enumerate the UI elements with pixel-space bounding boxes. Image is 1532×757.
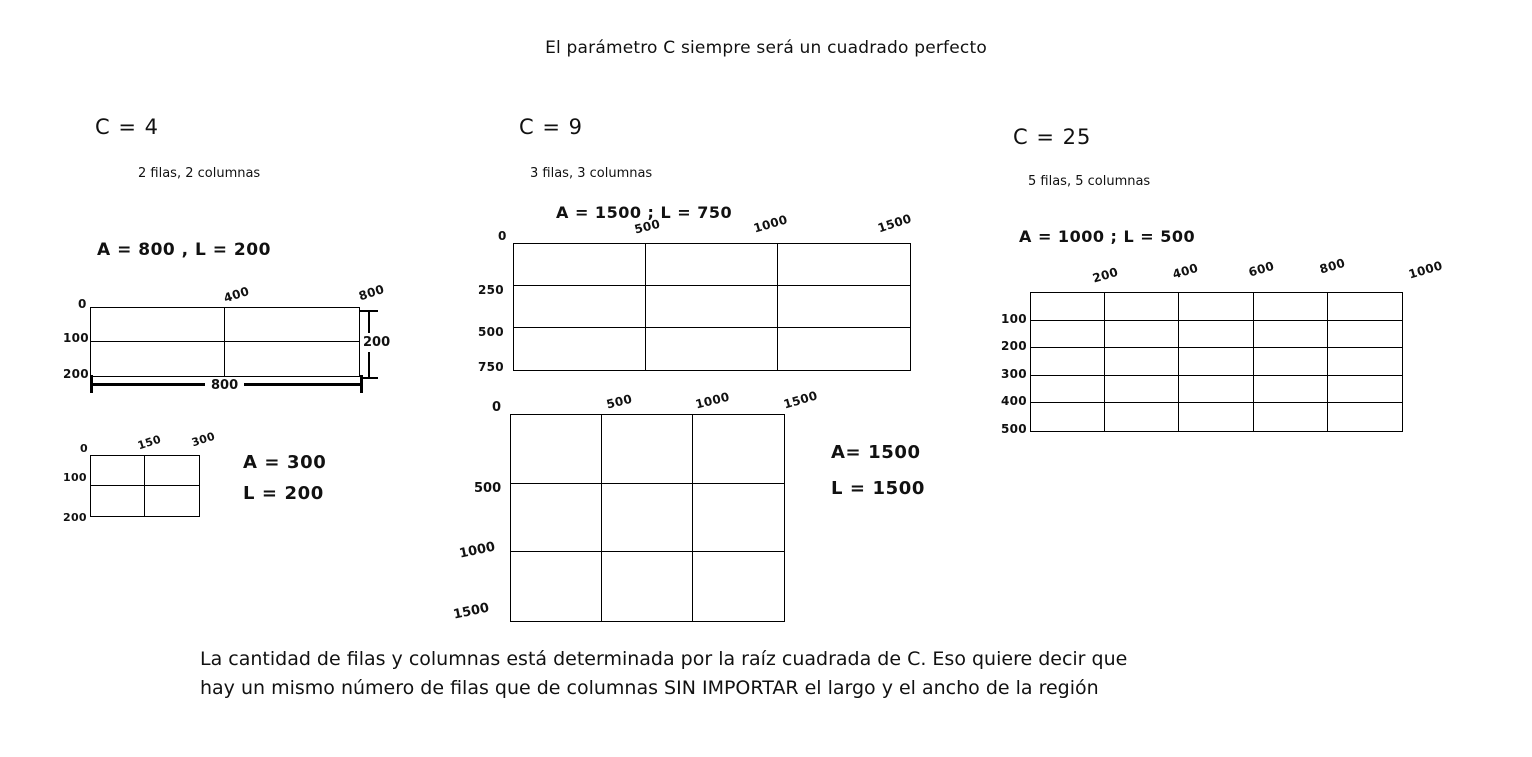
grid-cell	[225, 342, 359, 376]
tick-x-c9-ex2-0: 0	[492, 400, 502, 415]
tick-x-c9-ex2-1: 500	[605, 391, 634, 412]
grid-cell	[1031, 293, 1105, 321]
footer-note	[200, 645, 1350, 704]
grid-cell	[602, 415, 693, 484]
grid-cell	[1105, 321, 1179, 349]
tick-y-c4-ex1-1: 100	[63, 331, 89, 345]
grid-cell	[514, 244, 646, 286]
grid-cell	[514, 286, 646, 328]
grid-cell	[514, 328, 646, 370]
page-title: El parámetro C siempre será un cuadrado perfecto	[545, 38, 987, 58]
label-l-c9-ex2: L = 1500	[831, 478, 925, 499]
grid-cell	[1105, 348, 1179, 376]
tick-y-c9-ex2-3: 1500	[452, 600, 491, 623]
tick-y-c4-ex1-2: 200	[63, 367, 89, 381]
height-annotation-c4-ex1: 200	[360, 333, 393, 352]
grid-c9-ex2	[510, 414, 785, 622]
tick-x-c9-ex1-0: 0	[498, 229, 507, 243]
tick-y-c25-2: 300	[1001, 367, 1027, 381]
tick-x-c4-ex1-1: 400	[222, 283, 252, 306]
tick-x-c9-ex1-2: 1000	[752, 212, 790, 236]
grid-c25-ex1	[1030, 292, 1403, 432]
height-measure-cap-bottom-c4-ex1	[360, 377, 378, 379]
case-subtitle-c25: 5 filas, 5 columnas	[1028, 174, 1151, 189]
grid-cell	[1031, 403, 1105, 431]
grid-cell	[1105, 293, 1179, 321]
tick-y-c25-0: 100	[1001, 312, 1027, 326]
case-subtitle-c9: 3 filas, 3 columnas	[530, 166, 653, 181]
grid-cell	[511, 484, 602, 553]
tick-y-c4-ex2-2: 200	[63, 511, 87, 524]
grid-cell	[778, 286, 910, 328]
grid-cell	[646, 286, 778, 328]
grid-cell	[225, 308, 359, 342]
footer-line-1: La cantidad de filas y columnas está determinada por la raíz cuadrada de C. Eso quiere decir que	[200, 648, 1128, 670]
case-title-c4: C = 4	[95, 115, 159, 139]
tick-x-c9-ex2-3: 1500	[782, 388, 820, 412]
label-c25-ex1: A = 1000 ; L = 500	[1019, 227, 1196, 246]
grid-cell	[145, 456, 199, 486]
grid-cell	[1179, 376, 1253, 404]
tick-x-c4-ex1-0: 0	[78, 297, 87, 311]
grid-cell	[1105, 403, 1179, 431]
tick-x-c4-ex2-1: 150	[136, 432, 163, 453]
grid-cell	[91, 342, 225, 376]
grid-cell	[91, 486, 145, 516]
tick-x-c25-4: 1000	[1407, 258, 1445, 282]
tick-y-c4-ex2-1: 100	[63, 471, 87, 484]
grid-cell	[693, 415, 784, 484]
grid-cell	[1031, 348, 1105, 376]
grid-cell	[511, 552, 602, 621]
label-c4-ex1: A = 800 , L = 200	[97, 240, 271, 260]
grid-cell	[1179, 403, 1253, 431]
grid-cell	[1328, 293, 1402, 321]
tick-x-c4-ex2-0: 0	[80, 442, 88, 455]
label-c9-ex1: A = 1500 ; L = 750	[556, 203, 733, 222]
grid-cell	[693, 484, 784, 553]
tick-x-c25-2: 600	[1247, 258, 1276, 280]
grid-cell	[1254, 321, 1328, 349]
grid-cell	[1328, 321, 1402, 349]
grid-cell	[1328, 376, 1402, 404]
tick-y-c9-ex1-3: 750	[478, 360, 504, 374]
tick-x-c4-ex2-2: 300	[190, 429, 217, 450]
grid-cell	[1328, 403, 1402, 431]
width-annotation-c4-ex1: 800	[205, 378, 244, 393]
grid-cell	[1254, 403, 1328, 431]
grid-c9-ex1	[513, 243, 911, 371]
grid-cell	[1254, 376, 1328, 404]
grid-c4-ex1	[90, 307, 360, 377]
case-subtitle-c4: 2 filas, 2 columnas	[138, 166, 261, 181]
tick-x-c4-ex1-2: 800	[357, 281, 387, 304]
tick-y-c9-ex2-1: 500	[474, 481, 502, 496]
grid-cell	[1179, 321, 1253, 349]
grid-cell	[91, 308, 225, 342]
tick-x-c25-1: 400	[1171, 260, 1200, 282]
grid-cell	[693, 552, 784, 621]
grid-cell	[1254, 348, 1328, 376]
grid-cell	[1179, 293, 1253, 321]
tick-x-c9-ex1-3: 1500	[876, 211, 914, 236]
grid-cell	[1328, 348, 1402, 376]
case-title-c25: C = 25	[1013, 125, 1092, 149]
grid-cell	[646, 244, 778, 286]
tick-x-c25-0: 200	[1091, 264, 1120, 286]
width-measure-cap-left-c4-ex1	[90, 375, 93, 393]
grid-cell	[1254, 293, 1328, 321]
grid-cell	[145, 486, 199, 516]
grid-cell	[602, 484, 693, 553]
label-l-c4-ex2: L = 200	[243, 483, 324, 504]
tick-y-c9-ex2-2: 1000	[458, 539, 497, 562]
tick-y-c25-3: 400	[1001, 394, 1027, 408]
tick-y-c9-ex1-1: 250	[478, 283, 504, 297]
tick-y-c25-4: 500	[1001, 422, 1027, 436]
grid-cell	[646, 328, 778, 370]
tick-y-c9-ex1-2: 500	[478, 325, 504, 339]
tick-y-c25-1: 200	[1001, 339, 1027, 353]
grid-cell	[778, 328, 910, 370]
grid-cell	[1105, 376, 1179, 404]
tick-x-c9-ex2-2: 1000	[694, 389, 731, 412]
tick-x-c9-ex1-1: 500	[633, 216, 662, 237]
case-title-c9: C = 9	[519, 115, 583, 139]
footer-line-2: hay un mismo número de filas que de columnas SIN IMPORTAR el largo y el ancho de la región	[200, 677, 1099, 700]
label-a-c9-ex2: A= 1500	[831, 442, 921, 463]
grid-cell	[778, 244, 910, 286]
grid-cell	[1179, 348, 1253, 376]
grid-c4-ex2	[90, 455, 200, 517]
tick-x-c25-3: 800	[1318, 255, 1347, 277]
grid-cell	[91, 456, 145, 486]
height-measure-cap-top-c4-ex1	[360, 310, 378, 312]
grid-cell	[1031, 376, 1105, 404]
grid-cell	[1031, 321, 1105, 349]
grid-cell	[511, 415, 602, 484]
label-a-c4-ex2: A = 300	[243, 452, 327, 473]
grid-cell	[602, 552, 693, 621]
